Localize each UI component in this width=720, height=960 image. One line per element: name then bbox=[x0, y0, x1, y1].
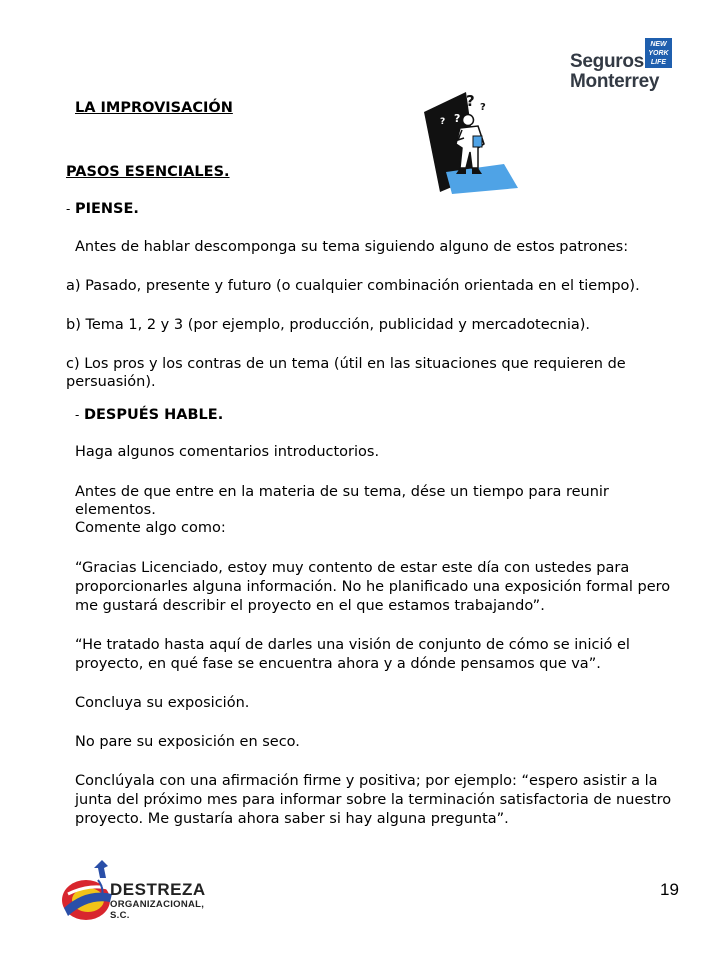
page-number: 19 bbox=[660, 880, 679, 899]
step2-p6-line1: Conclúyala con una afirmación firme y positiva; por ejemplo: “espero asistir a la bbox=[75, 773, 658, 789]
logo-seguros-word: Seguros bbox=[570, 51, 644, 72]
step2-dash: - bbox=[75, 408, 80, 422]
nyl-line-1: NEW bbox=[650, 41, 667, 48]
step2-p2-line2: elementos. bbox=[75, 502, 156, 518]
svg-text:?: ? bbox=[466, 92, 475, 110]
thinking-man-clipart-icon bbox=[418, 88, 524, 196]
organizacional-word: ORGANIZACIONAL, S.C. bbox=[110, 899, 205, 921]
nyl-line-3: LIFE bbox=[650, 59, 667, 66]
nyl-line-2: YORK bbox=[648, 50, 669, 57]
quote1-line3: me gustará describir el proyecto en el que estamos trabajando”. bbox=[75, 598, 545, 614]
step2-p6-line2: junta del próximo mes para informar sobre la terminación satisfactoria de nuestro bbox=[75, 792, 672, 808]
step1-item-c-line1: c) Los pros y los contras de un tema (útil en las situaciones que requieren de bbox=[66, 356, 626, 372]
step2-p1: Haga algunos comentarios introductorios. bbox=[75, 444, 380, 460]
quote1-line2: proporcionarles alguna información. No he planificado una exposición formal pero bbox=[75, 579, 671, 595]
destreza-word: DESTREZA bbox=[110, 880, 206, 899]
logo-monterrey-word: Monterrey bbox=[570, 71, 660, 92]
quote1-line1: “Gracias Licenciado, estoy muy contento de estar este día con ustedes para bbox=[75, 560, 630, 576]
step1-intro: Antes de hablar descomponga su tema siguiendo alguno de estos patrones: bbox=[75, 239, 629, 255]
step2-p6-line3: proyecto. Me gustaría ahora saber si hay alguna pregunta”. bbox=[75, 811, 509, 827]
step2-p3: Comente algo como: bbox=[75, 520, 226, 536]
step2-label: DESPUÉS HABLE. bbox=[83, 407, 224, 423]
step2-p2-line1: Antes de que entre en la materia de su tema, dése un tiempo para reunir bbox=[75, 484, 609, 500]
step1-dash: - bbox=[66, 202, 71, 216]
step1-heading bbox=[66, 200, 139, 218]
section-heading: PASOS ESENCIALES. bbox=[66, 164, 230, 180]
step2-heading bbox=[75, 406, 223, 424]
destreza-emblem-icon bbox=[58, 858, 114, 938]
step1-label: PIENSE. bbox=[74, 201, 139, 217]
svg-text:?: ? bbox=[440, 117, 446, 127]
step2-p5: No pare su exposición en seco. bbox=[75, 734, 300, 750]
svg-text:?: ? bbox=[480, 102, 486, 113]
step1-item-c-line2: persuasión). bbox=[66, 374, 156, 390]
step1-item-b: b) Tema 1, 2 y 3 (por ejemplo, producción, publicidad y mercadotecnia). bbox=[66, 317, 591, 333]
quote2-line1: “He tratado hasta aquí de darles una visión de conjunto de cómo se inició el bbox=[75, 637, 630, 653]
destreza-organizacional-logo bbox=[58, 858, 218, 938]
step1-item-a: a) Pasado, presente y futuro (o cualquier combinación orientada en el tiempo). bbox=[66, 278, 640, 294]
svg-text:?: ? bbox=[454, 112, 461, 125]
step2-p4: Concluya su exposición. bbox=[75, 695, 250, 711]
new-york-life-badge bbox=[645, 38, 672, 68]
quote2-line2: proyecto, en qué fase se encuentra ahora y a dónde pensamos que va”. bbox=[75, 656, 601, 672]
seguros-monterrey-logo bbox=[570, 38, 678, 94]
page-title: LA IMPROVISACIÓN bbox=[75, 100, 233, 116]
